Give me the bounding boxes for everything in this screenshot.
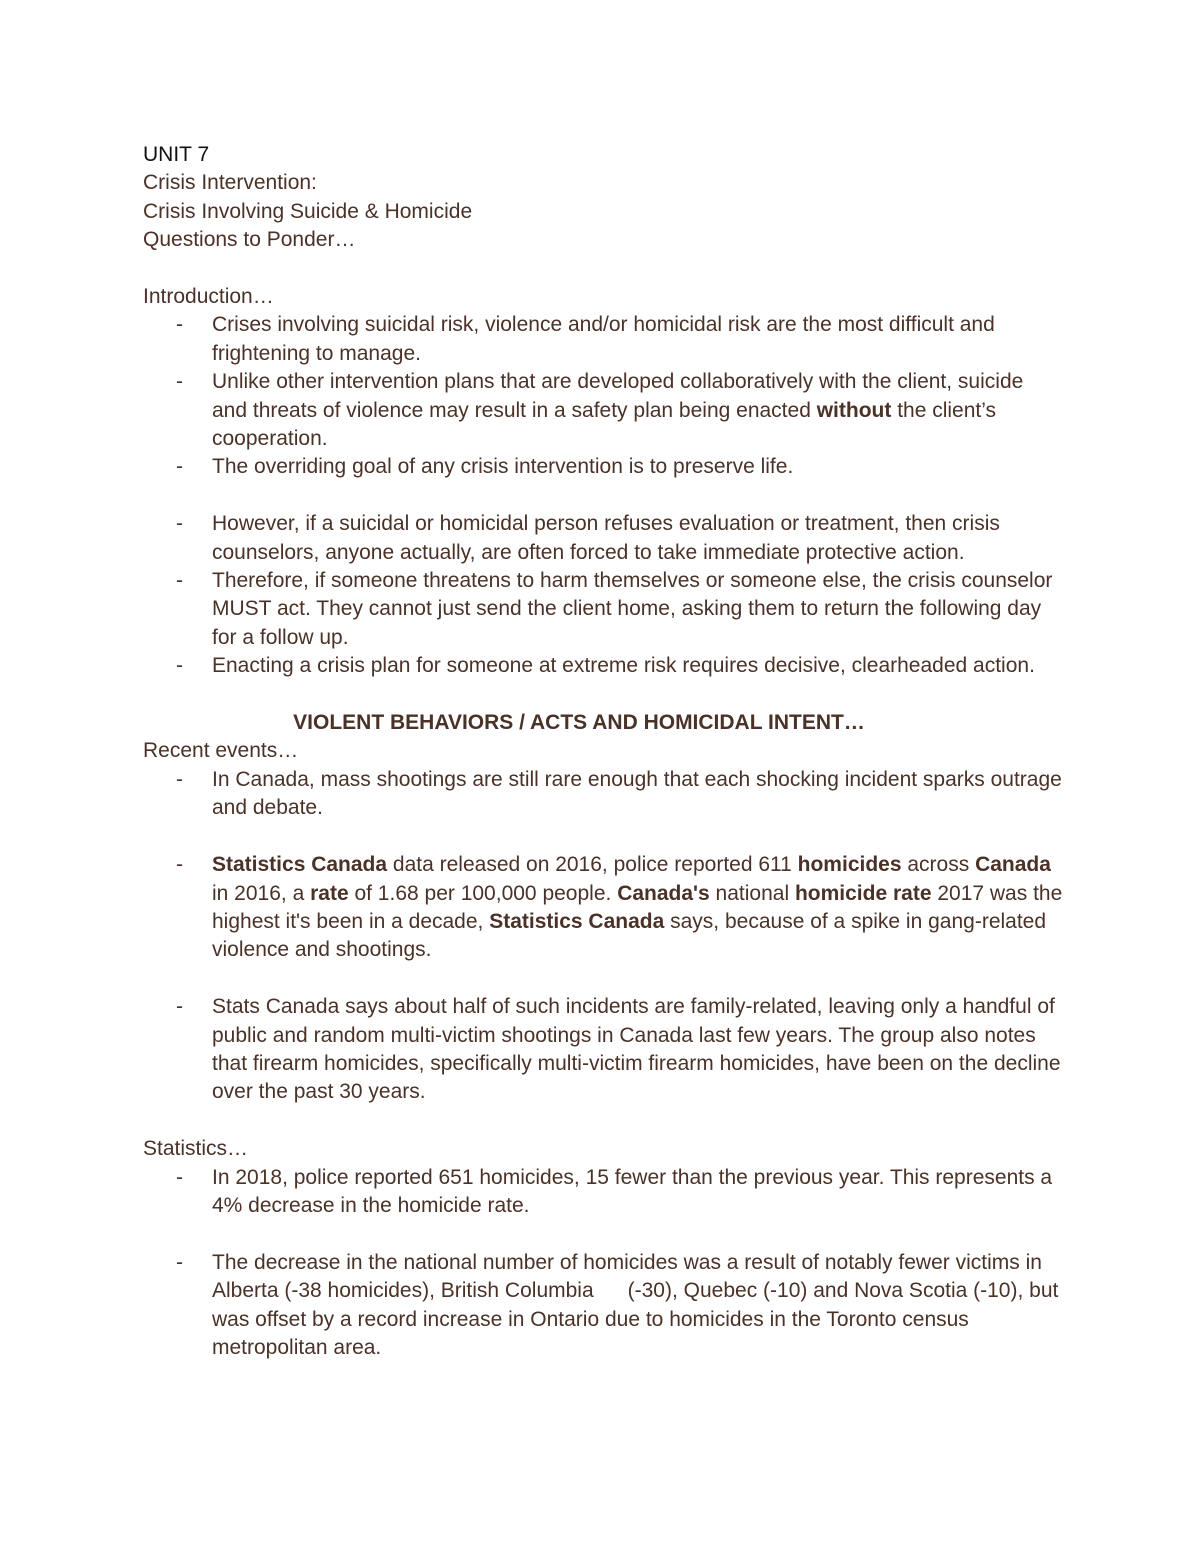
list-item bbox=[143, 311, 1063, 368]
list-item bbox=[143, 368, 1063, 453]
list-item bbox=[143, 1249, 1063, 1363]
recent-events-list bbox=[143, 766, 1063, 823]
list-item bbox=[143, 1164, 1063, 1221]
list-item bbox=[143, 851, 1063, 965]
statistics-list bbox=[143, 1164, 1063, 1221]
emphasis-text: Canada's bbox=[617, 881, 710, 905]
list-item bbox=[143, 652, 1063, 680]
emphasis-text: Statistics Canada bbox=[489, 909, 665, 933]
emphasis-text: homicides bbox=[797, 853, 902, 877]
list-item-text: The decrease in the national number of homicides was a result of notably fewer victims in Alberta (-38 homicides), British Columbia bbox=[212, 1250, 1042, 1303]
list-marker: - bbox=[176, 1165, 183, 1189]
list-item-text: Unlike other intervention plans that are developed collaboratively with the client, suicide and threats of violence may result in a safety plan being enacted bbox=[212, 370, 1024, 422]
list-item-text: of 1.68 per 100,000 people. bbox=[348, 881, 618, 905]
list-item-text: across bbox=[901, 853, 976, 877]
list-item-text: In Canada, mass shootings are still rare enough that each shocking incident sparks outrage and debate. bbox=[212, 767, 1062, 820]
list-marker: - bbox=[176, 370, 183, 394]
list-item-text: In 2018, police reported 651 homicides, 15 fewer than the previous year. This represents a 4% decrease in the homicide rate. bbox=[212, 1165, 1053, 1217]
list-marker: - bbox=[176, 455, 183, 479]
spacer bbox=[143, 1107, 1063, 1135]
list-item bbox=[143, 766, 1063, 823]
list-item-text: Therefore, if someone threatens to harm themselves or someone else, the crisis counselor MUST act. They cannot just send the client home, asking them to return the following day for a follow up. bbox=[212, 569, 1053, 649]
spacer bbox=[143, 482, 1063, 510]
emphasis-text: homicide rate bbox=[794, 881, 932, 905]
list-marker: - bbox=[176, 313, 183, 337]
list-item-text: in 2016, a bbox=[212, 881, 311, 905]
recent-events-label: Recent events… bbox=[143, 739, 299, 763]
unit-subtitle: Crisis Involving Suicide & Homicide bbox=[143, 199, 473, 223]
emphasis-text: Canada bbox=[975, 853, 1051, 877]
course-topic: Crisis Intervention: bbox=[143, 171, 317, 195]
spacer bbox=[143, 965, 1063, 993]
list-item-text: The overriding goal of any crisis intervention is to preserve life. bbox=[212, 455, 794, 479]
recent-events-list-2 bbox=[143, 851, 1063, 965]
questions-label: Questions to Ponder… bbox=[143, 228, 356, 252]
section-heading: VIOLENT BEHAVIORS / ACTS AND HOMICIDAL INTENT… bbox=[293, 711, 865, 735]
list-item-text: Crises involving suicidal risk, violence and/or homicidal risk are the most difficult and frightening to manage. bbox=[212, 313, 995, 365]
list-item-text: Stats Canada says about half of such incidents are family-related, leaving only a handful of public and random multi-victim shootings in Canada last few years. The group also notes that firearm homicides, specifically multi-victim firearm homicides, have been on the decline over the past 30 years. bbox=[212, 995, 1061, 1104]
list-marker: - bbox=[176, 569, 183, 593]
list-item-text: says, because of a spike in gang-related violence and shootings. bbox=[212, 909, 1047, 962]
spacer bbox=[143, 681, 1063, 709]
emphasis-text: Statistics Canada bbox=[212, 853, 388, 877]
statistics-list-2 bbox=[143, 1249, 1063, 1363]
spacer bbox=[143, 823, 1063, 851]
list-marker: - bbox=[176, 853, 183, 877]
list-item-text: (-30), Quebec (-10) and Nova Scotia (-10), but was offset by a record increase in Ontario due to homicides in the Toronto census metropolitan area. bbox=[212, 1279, 1059, 1359]
introduction-list bbox=[143, 311, 1063, 481]
statistics-label: Statistics… bbox=[143, 1137, 249, 1161]
list-item-text: national bbox=[709, 881, 795, 905]
list-marker: - bbox=[176, 995, 183, 1019]
list-item-text: 2017 was the highest it's been in a decade, bbox=[212, 881, 1063, 933]
list-item-text: However, if a suicidal or homicidal person refuses evaluation or treatment, then crisis counselors, anyone actually, are often forced to take immediate protective action. bbox=[212, 512, 1000, 564]
unit-title: UNIT 7 bbox=[143, 143, 210, 166]
list-marker: - bbox=[176, 654, 183, 678]
emphasis-text: rate bbox=[310, 881, 349, 905]
list-item bbox=[143, 567, 1063, 652]
introduction-label: Introduction… bbox=[143, 285, 274, 309]
list-item bbox=[143, 993, 1063, 1107]
introduction-list-continued bbox=[143, 510, 1063, 680]
recent-events-list-3 bbox=[143, 993, 1063, 1107]
list-item bbox=[143, 453, 1063, 481]
list-item-text: the client’s cooperation. bbox=[212, 398, 997, 451]
list-item-text: Enacting a crisis plan for someone at extreme risk requires decisive, clearheaded action. bbox=[212, 654, 1035, 678]
spacer bbox=[143, 255, 1063, 283]
list-marker: - bbox=[176, 1250, 183, 1274]
document-body bbox=[143, 141, 1063, 1362]
spacer bbox=[143, 1220, 1063, 1248]
list-item bbox=[143, 510, 1063, 567]
list-marker: - bbox=[176, 767, 183, 791]
list-item-text: data released on 2016, police reported 611 bbox=[387, 853, 798, 877]
list-marker: - bbox=[176, 512, 183, 536]
emphasis-text: without bbox=[816, 398, 892, 422]
